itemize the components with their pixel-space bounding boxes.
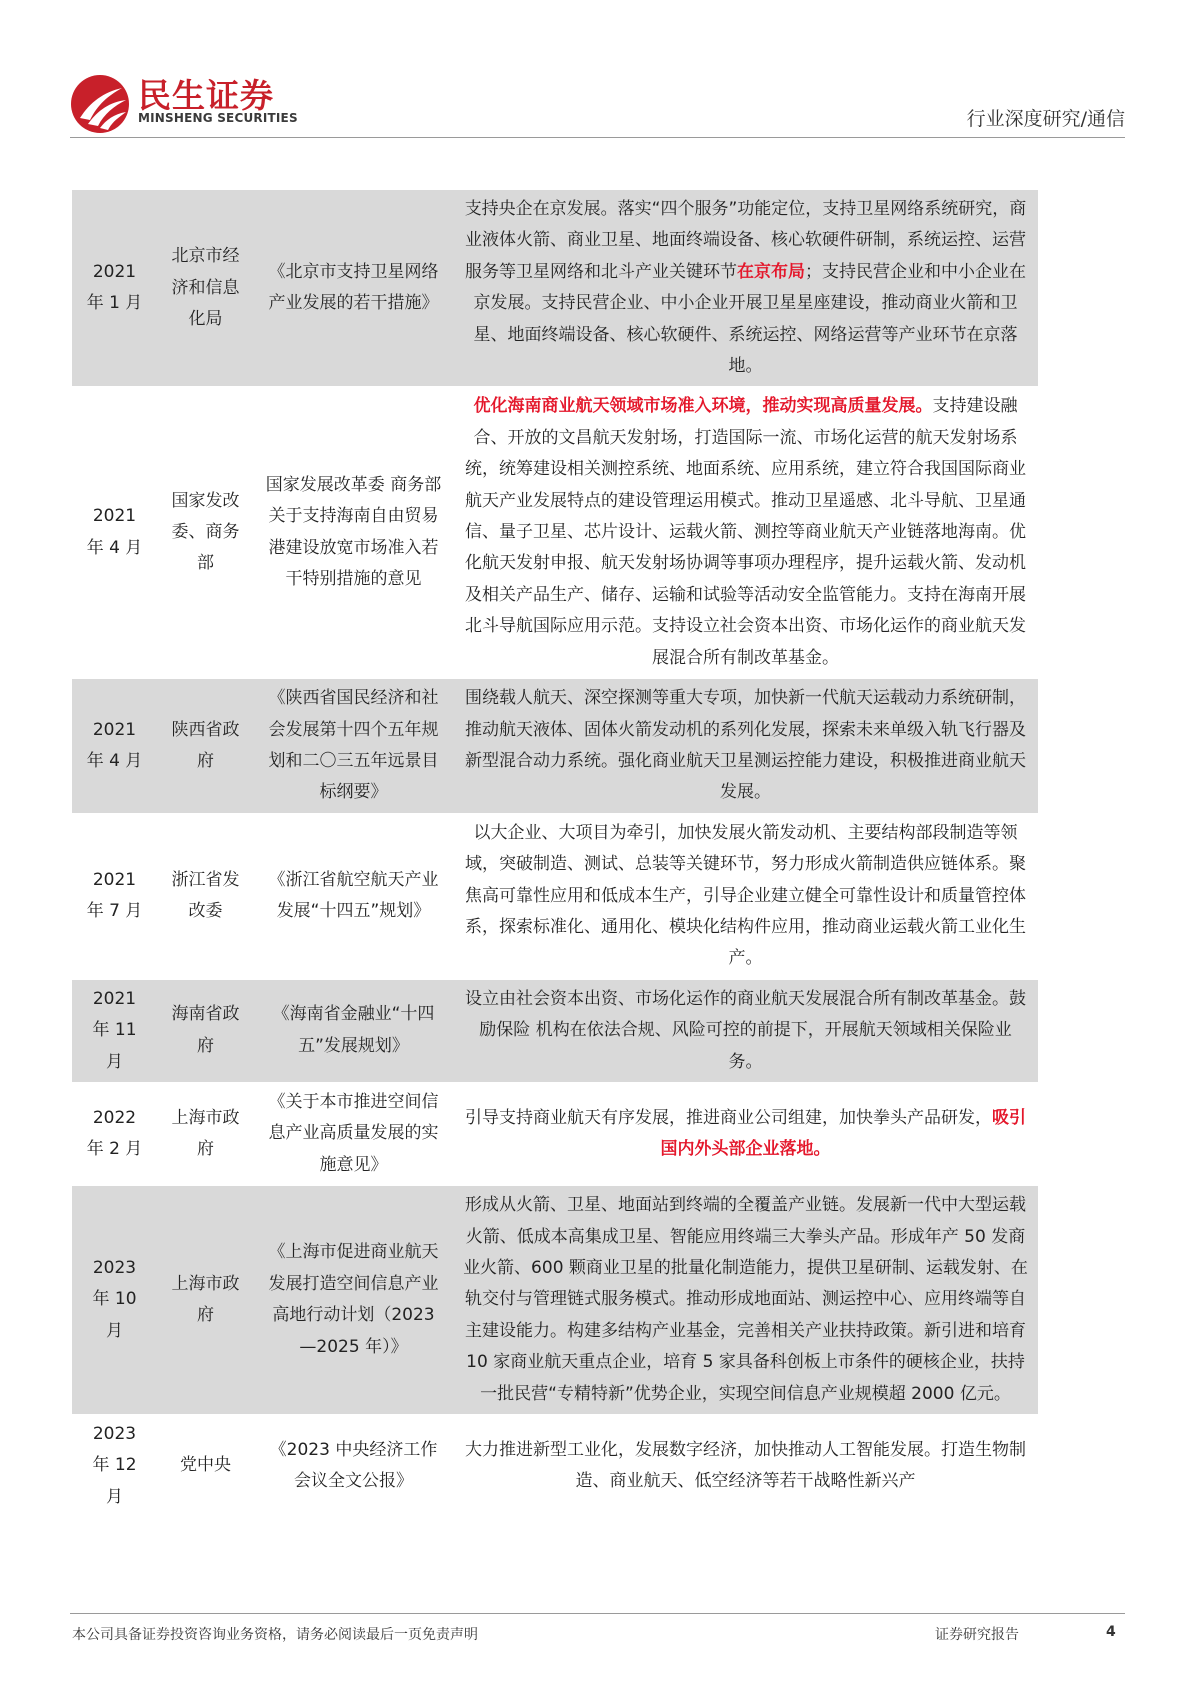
cell-document: 《浙江省航空航天产业发展“十四五”规划》 — [254, 813, 453, 979]
cell-content — [453, 387, 1038, 679]
cell-content — [453, 1186, 1038, 1415]
content-text: 引导支持商业航天有序发展，推进商业公司组建，加快拳头产品研发， — [465, 1107, 992, 1128]
table-row — [72, 979, 1038, 1082]
cell-agency: 北京市经济和信息化局 — [157, 190, 254, 387]
cell-document: 《2023 中央经济工作会议全文公报》 — [254, 1415, 453, 1518]
content-text: 形成从火箭、卫星、地面站到终端的全覆盖产业链。发展新一代中大型运载火箭、低成本高集成卫星、智能应用终端三大拳头产品。形成年产 50 发商业火箭、600 颗商业卫星的批量化制造能力，提供卫星研制、运载发射、在轨交付与管理链式服务模式。推动形成地面站、测运控中心、应用终端等自主建设能力。构建多结构产业基金，完善相关产业扶持政策。新引进和培育 10 家商业航天重点企业，培育 5 家具备科创板上市条件的硬核企业，扶持一批民营“专精特新”优势企业，实现空间信息产业规模超 2000 亿元。 — [463, 1195, 1028, 1404]
cell-date: 2021 年 7 月 — [72, 813, 157, 979]
footer-disclaimer: 本公司具备证券投资咨询业务资格，请务必阅读最后一页免责声明 — [72, 1627, 478, 1643]
cell-date: 2021 年 11 月 — [72, 979, 157, 1082]
table-row — [72, 679, 1038, 814]
content-text: 设立由社会资本出资、市场化运作的商业航天发展混合所有制改革基金。鼓励保险 机构在依法合规、风险可控的前提下，开展航天领域相关保险业务。 — [465, 988, 1026, 1072]
cell-document: 《上海市促进商业航天发展打造空间信息产业高地行动计划（2023—2025 年）》 — [254, 1186, 453, 1415]
logo-chinese-name: 民生证券 — [138, 76, 274, 115]
content-text: 支持央企在京发展。落实“四个服务”功能定位，支持卫星网络系统研究，商业液体火箭、商业卫星、地面终端设备、核心软硬件研制，系统运控、运营服务等卫星网络和北斗产业关键环节 — [464, 199, 1027, 282]
content-text: 围绕载人航天、深空探测等重大专项，加快新一代航天运载动力系统研制，推动航天液体、固体火箭发动机的系列化发展，探索未来单级入轨飞行器及新型混合动力系统。强化商业航天卫星测运控能力建设，积极推进商业航天发展。 — [465, 688, 1026, 803]
content-highlight: 在京布局 — [737, 261, 805, 282]
cell-date: 2023 年 10 月 — [72, 1186, 157, 1415]
cell-date: 2022 年 2 月 — [72, 1082, 157, 1185]
table-row — [72, 1415, 1038, 1518]
cell-agency: 海南省政府 — [157, 979, 254, 1082]
cell-content — [453, 813, 1038, 979]
footer-report-type: 证券研究报告 — [935, 1627, 1019, 1643]
cell-document: 《海南省金融业“十四五”发展规划》 — [254, 979, 453, 1082]
cell-agency: 上海市政府 — [157, 1082, 254, 1185]
cell-agency: 陕西省政府 — [157, 679, 254, 814]
cell-agency: 浙江省发改委 — [157, 813, 254, 979]
cell-date: 2023 年 12 月 — [72, 1415, 157, 1518]
cell-document: 《关于本市推进空间信息产业高质量发展的实施意见》 — [254, 1082, 453, 1185]
content-text-after: ；支持民营企业和中小企业在京发展。支持民营企业、中小企业开展卫星星座建设，推动商业火箭和卫星、地面终端设备、核心软硬件、系统运控、网络运营等产业环节在京落地。 — [473, 261, 1026, 377]
cell-date: 2021 年 1 月 — [72, 190, 157, 387]
content-text-after: 支持建设融合、开放的文昌航天发射场，打造国际一流、市场化运营的航天发射场系统，统筹建设相关测控系统、地面系统、应用系统，建立符合我国国际商业航天产业发展特点的建设管理运用模式。推动卫星遥感、北斗导航、卫星通信、量子卫星、芯片设计、运载火箭、测控等商业航天产业链落地海南。优化航天发射申报、航天发射场协调等事项办理程序，提升运载火箭、发动机及相关产品生产、储存、运输和试验等活动安全监管能力。支持在海南开展北斗导航国际应用示范。支持设立社会资本出资、市场化运作的商业航天发展混合所有制改革基金。 — [465, 396, 1026, 668]
content-text: 以大企业、大项目为牵引，加快发展火箭发动机、主要结构部段制造等领域，突破制造、测试、总装等关键环节，努力形成火箭制造供应链体系。聚焦高可靠性应用和低成本生产，引导企业建立健全可靠性设计和质量管控体系，探索标准化、通用化、模块化结构件应用，推动商业运载火箭工业化生产。 — [465, 822, 1026, 969]
header-divider — [70, 137, 1125, 138]
cell-agency: 上海市政府 — [157, 1186, 254, 1415]
content-text: 大力推进新型工业化，发展数字经济，加快推动人工智能发展。打造生物制造、商业航天、低空经济等若干战略性新兴产 — [465, 1439, 1026, 1492]
cell-content — [453, 1082, 1038, 1185]
logo-english-name: MINSHENG SECURITIES — [138, 111, 298, 125]
table-row — [72, 190, 1038, 387]
cell-agency: 党中央 — [157, 1415, 254, 1518]
cell-content — [453, 679, 1038, 814]
policy-table-body — [72, 190, 1038, 1518]
cell-content — [453, 979, 1038, 1082]
content-highlight: 吸引国内外头部企业落地。 — [660, 1107, 1026, 1160]
footer-divider — [70, 1613, 1125, 1614]
report-category: 行业深度研究/通信 — [966, 108, 1125, 130]
minsheng-logo-icon — [70, 74, 130, 134]
table-row — [72, 387, 1038, 679]
cell-document: 《陕西省国民经济和社会发展第十四个五年规划和二〇三五年远景目标纲要》 — [254, 679, 453, 814]
cell-document: 《北京市支持卫星网络产业发展的若干措施》 — [254, 190, 453, 387]
content-highlight: 优化海南商业航天领域市场准入环境，推动实现高质量发展。 — [473, 396, 933, 417]
table-row — [72, 1186, 1038, 1415]
cell-content — [453, 1415, 1038, 1518]
cell-agency: 国家发改委、商务部 — [157, 387, 254, 679]
table-row — [72, 1082, 1038, 1185]
cell-date: 2021 年 4 月 — [72, 387, 157, 679]
cell-document: 国家发展改革委 商务部关于支持海南自由贸易港建设放宽市场准入若干特别措施的意见 — [254, 387, 453, 679]
table-row — [72, 813, 1038, 979]
cell-content — [453, 190, 1038, 387]
policy-table — [72, 189, 1038, 1517]
page-number: 4 — [1106, 1624, 1116, 1640]
cell-date: 2021 年 4 月 — [72, 679, 157, 814]
